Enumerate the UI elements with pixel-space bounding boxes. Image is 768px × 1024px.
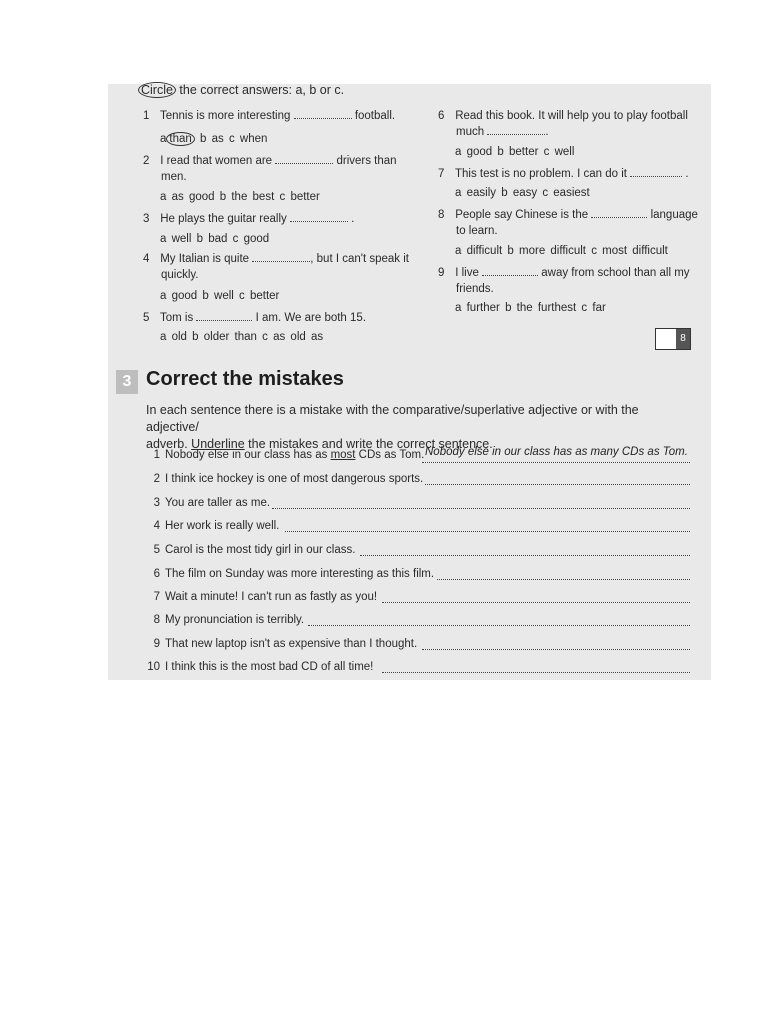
sentence-number: 6 xyxy=(153,568,160,580)
score-total: 8 xyxy=(676,329,690,349)
option-letter: a xyxy=(160,191,167,203)
options-2 xyxy=(160,191,320,203)
sentence-text: I think this is the most bad CD of all time! xyxy=(165,661,374,673)
question-text: drivers than xyxy=(336,155,397,167)
sentence-row xyxy=(146,473,423,485)
option[interactable]: better xyxy=(509,146,539,158)
question-text: quickly. xyxy=(161,269,199,281)
sentence-row xyxy=(146,638,417,650)
option-letter: b xyxy=(505,302,512,314)
question-text: men. xyxy=(161,171,187,183)
question-text: My Italian is quite xyxy=(160,253,250,265)
question-text: away from school than all my xyxy=(541,267,690,279)
options-5 xyxy=(160,331,323,343)
sentence-number: 1 xyxy=(153,449,160,461)
sentence-row xyxy=(146,449,424,461)
question-text: to learn. xyxy=(456,225,498,237)
question-4 xyxy=(143,251,423,283)
exercise-instruction xyxy=(138,83,344,97)
option[interactable]: easy xyxy=(512,187,538,199)
answer-line[interactable] xyxy=(422,649,690,650)
option-letter: c xyxy=(279,191,286,203)
option-letter: a xyxy=(160,233,167,245)
sentence-row xyxy=(146,661,373,673)
question-number: 8 xyxy=(438,209,445,221)
sentence-text: That new laptop isn't as expensive than I thought. xyxy=(165,638,418,650)
question-text: I read that women are xyxy=(160,155,273,167)
option-letter: a xyxy=(455,245,462,257)
underlined-mistake: most xyxy=(330,449,356,461)
question-number: 6 xyxy=(438,110,445,122)
question-number: 3 xyxy=(143,213,150,225)
exercise-number-badge: 3 xyxy=(116,370,138,394)
answer-line[interactable] xyxy=(382,672,690,673)
option[interactable]: far xyxy=(592,302,606,314)
sentence-text: The film on Sunday was more interesting as this film. xyxy=(165,568,435,580)
question-text: . xyxy=(545,126,549,138)
option-circled[interactable]: than xyxy=(166,132,194,146)
options-3 xyxy=(160,233,269,245)
answer-blank[interactable] xyxy=(294,108,352,119)
option[interactable]: as good xyxy=(171,191,215,203)
sentence-row xyxy=(146,591,377,603)
option[interactable]: easily xyxy=(466,187,497,199)
option[interactable]: good xyxy=(466,146,493,158)
option[interactable]: good xyxy=(243,233,270,245)
answer-blank[interactable] xyxy=(252,251,310,262)
option[interactable]: most difficult xyxy=(602,245,668,257)
instruction-text: adverb. xyxy=(146,437,192,451)
option[interactable]: well xyxy=(554,146,575,158)
option-letter: b xyxy=(507,245,514,257)
question-text: , but I can't speak it xyxy=(310,253,409,265)
option-letter: b xyxy=(196,233,204,245)
question-text: I am. We are both 15. xyxy=(255,312,367,324)
sentence-row xyxy=(146,520,279,532)
option-letter: a xyxy=(160,133,167,145)
sentence-number: 9 xyxy=(153,638,160,650)
option-letter: b xyxy=(192,331,199,343)
option-letter: b xyxy=(219,191,227,203)
sentence-text: You are taller as me. xyxy=(165,497,271,509)
sentence-text: Nobody else in our class has as xyxy=(165,449,331,461)
option[interactable]: older than xyxy=(203,331,257,343)
option-letter: a xyxy=(455,302,462,314)
instruction-text: the correct answers: a, b or c. xyxy=(175,83,345,97)
answer-line[interactable] xyxy=(422,462,690,463)
option[interactable]: better xyxy=(290,191,320,203)
sentence-number: 4 xyxy=(153,520,160,532)
option-letter: c xyxy=(262,331,268,343)
question-number: 1 xyxy=(143,110,150,122)
sentence-number: 3 xyxy=(153,497,160,509)
question-text: friends. xyxy=(456,283,494,295)
question-text: much xyxy=(456,126,485,138)
sentence-row xyxy=(146,614,304,626)
option[interactable]: easiest xyxy=(553,187,590,199)
score-box[interactable] xyxy=(655,328,691,350)
option[interactable]: the best xyxy=(231,191,275,203)
option[interactable]: difficult xyxy=(466,245,503,257)
options-4 xyxy=(160,290,279,302)
option-letter: c xyxy=(581,302,588,314)
options-1 xyxy=(160,133,267,145)
question-7 xyxy=(438,166,689,182)
sentence-row xyxy=(146,568,434,580)
question-text: Tennis is more interesting xyxy=(160,110,291,122)
question-text: football. xyxy=(354,110,396,122)
option-letter: c xyxy=(542,187,549,199)
option-letter: c xyxy=(591,245,597,257)
option-letter: a xyxy=(160,331,167,343)
sentence-text: Wait a minute! I can't run as fastly as you! xyxy=(165,591,378,603)
sentence-row xyxy=(146,497,270,509)
option[interactable]: better xyxy=(249,290,280,302)
option[interactable]: well xyxy=(214,290,234,302)
option-letter: a xyxy=(455,146,462,158)
question-number: 2 xyxy=(143,155,150,167)
option[interactable]: good xyxy=(171,290,198,302)
answer-line[interactable] xyxy=(285,531,690,532)
question-6 xyxy=(438,108,700,140)
question-8 xyxy=(438,207,700,239)
option[interactable]: as old as xyxy=(273,331,324,343)
answer-line[interactable] xyxy=(382,602,690,603)
option-letter: c xyxy=(543,146,550,158)
question-text: This test is no problem. I can do it xyxy=(455,168,627,180)
sentence-text: Her work is really well. xyxy=(165,520,280,532)
sentence-row xyxy=(146,544,355,556)
options-9 xyxy=(455,302,606,314)
option-letter: b xyxy=(497,146,504,158)
option-letter: c xyxy=(232,233,239,245)
option[interactable]: further xyxy=(466,302,500,314)
question-text: . xyxy=(685,168,689,180)
example-answer: Nobody else in our class has as many CDs as Tom. xyxy=(425,446,688,458)
answer-line[interactable] xyxy=(272,508,690,509)
circle-word: Circle xyxy=(138,82,176,98)
answer-blank[interactable] xyxy=(591,207,647,218)
instruction-text: In each sentence there is a mistake with the comparative/superlative adjective or with the adjective/ xyxy=(146,403,639,434)
sentence-number: 7 xyxy=(153,591,160,603)
answer-line[interactable] xyxy=(425,484,690,485)
options-6 xyxy=(455,146,574,158)
answer-blank[interactable] xyxy=(482,265,538,276)
option[interactable]: more difficult xyxy=(519,245,586,257)
question-5 xyxy=(143,310,366,326)
answer-blank[interactable] xyxy=(290,211,348,222)
instruction-text: the mistakes and write the correct sentence. xyxy=(244,437,493,451)
option-letter: b xyxy=(501,187,508,199)
sentence-text: My pronunciation is terribly. xyxy=(165,614,305,626)
answer-blank[interactable] xyxy=(487,124,545,135)
question-text: Read this book. It will help you to play football xyxy=(455,110,688,122)
question-text: He plays the guitar really xyxy=(160,213,287,225)
question-text: I live xyxy=(455,267,479,279)
option[interactable]: the furthest xyxy=(516,302,577,314)
question-text: Tom is xyxy=(160,312,194,324)
options-8 xyxy=(455,245,668,257)
option-letter: b xyxy=(200,133,207,145)
option-letter: a xyxy=(160,290,167,302)
sentence-text: CDs as Tom. xyxy=(355,449,425,461)
question-number: 7 xyxy=(438,168,445,180)
answer-blank[interactable] xyxy=(196,310,252,321)
answer-line[interactable] xyxy=(437,579,690,580)
question-9 xyxy=(438,265,700,297)
options-7 xyxy=(455,187,590,199)
option[interactable]: well xyxy=(171,233,192,245)
section-title: Correct the mistakes xyxy=(146,368,344,390)
question-2 xyxy=(143,153,418,185)
answer-line[interactable] xyxy=(308,625,690,626)
question-1 xyxy=(143,108,395,124)
sentence-text: Carol is the most tidy girl in our class. xyxy=(165,544,356,556)
sentence-number: 2 xyxy=(153,473,160,485)
answer-blank[interactable] xyxy=(630,166,682,177)
question-number: 5 xyxy=(143,312,150,324)
option[interactable]: old xyxy=(171,331,187,343)
question-text: People say Chinese is the xyxy=(455,209,589,221)
option[interactable]: as xyxy=(211,133,224,145)
sentence-number: 8 xyxy=(153,614,160,626)
question-3 xyxy=(143,211,354,227)
question-number: 9 xyxy=(438,267,445,279)
option-letter: a xyxy=(455,187,462,199)
question-text: . xyxy=(351,213,355,225)
sentence-number: 5 xyxy=(153,544,160,556)
option-letter: b xyxy=(202,290,209,302)
instruction-underline-word: Underline xyxy=(191,437,245,451)
option[interactable]: bad xyxy=(208,233,228,245)
answer-line[interactable] xyxy=(360,555,690,556)
option[interactable]: when xyxy=(239,133,268,145)
option-letter: c xyxy=(239,290,245,302)
question-number: 4 xyxy=(143,253,150,265)
question-text: language xyxy=(650,209,698,221)
option-letter: c xyxy=(228,133,235,145)
sentence-number: 10 xyxy=(147,661,160,673)
sentence-text: I think ice hockey is one of most dangerous sports. xyxy=(165,473,424,485)
answer-blank[interactable] xyxy=(275,153,333,164)
